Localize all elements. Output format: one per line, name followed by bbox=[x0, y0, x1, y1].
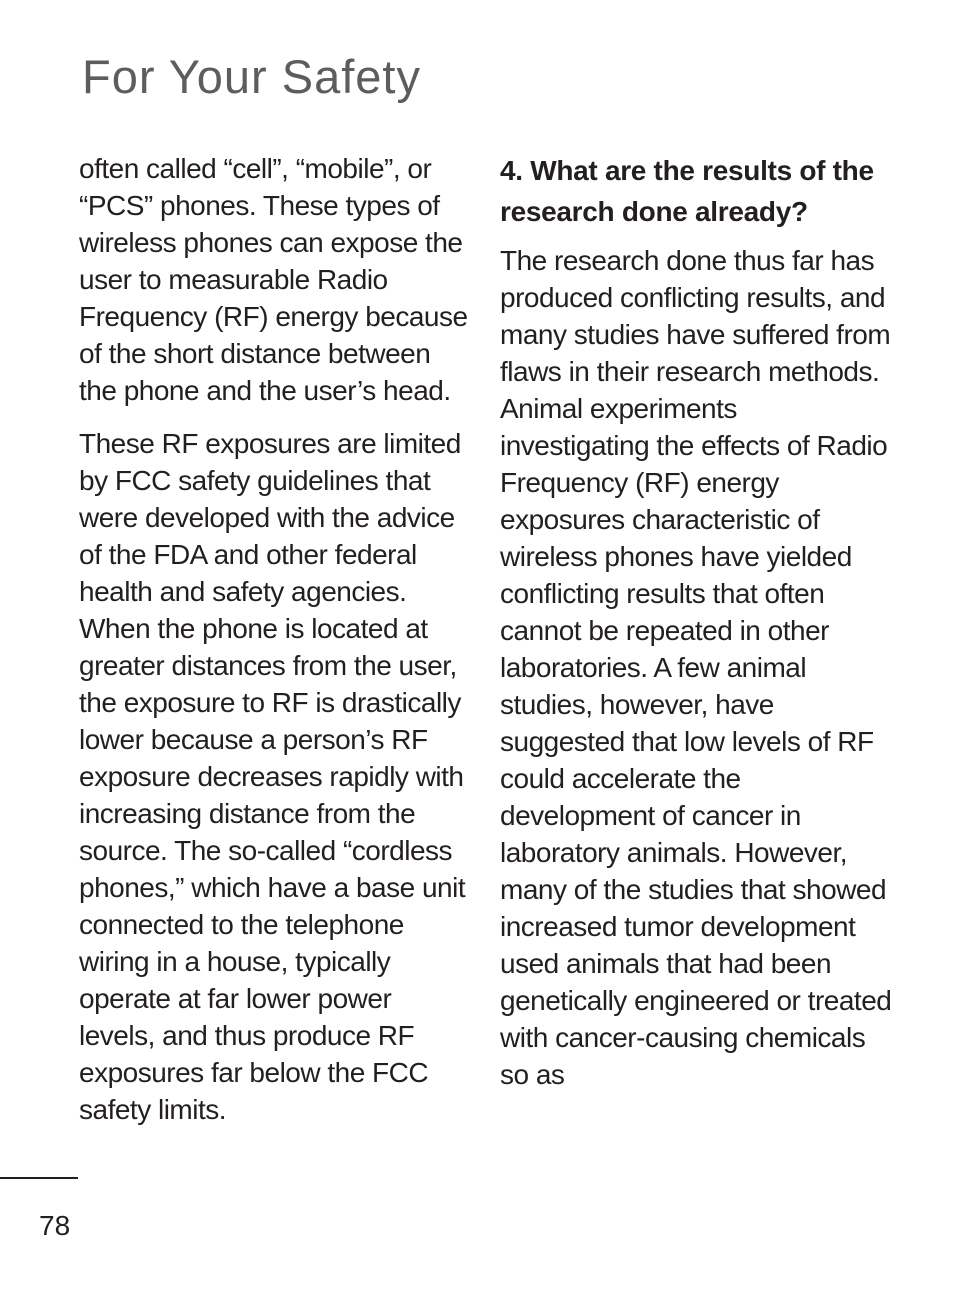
body-paragraph: often called “cell”, “mobile”, or “PCS” phones. These types of wireless phones can expose the user to measurable Radio Frequency (RF) energy because of the short distance between the phone and the user’s head. bbox=[79, 153, 468, 406]
footer-divider bbox=[0, 1177, 78, 1179]
left-column bbox=[79, 150, 471, 1144]
page-number: 78 bbox=[39, 1210, 71, 1241]
body-paragraph: The research done thus far has produced conflicting results, and many studies have suffered from flaws in their research methods. Animal experiments investigating the effects of Radio Frequency (RF) energy exposures characteristic of wireless phones have yielded conflicting results that often cannot be repeated in other laboratories. A few animal studies, however, have suggested that low levels of RF could accelerate the development of cancer in laboratory animals. However, many of the studies that showed increased tumor development used animals that had been genetically engineered or treated with cancer-causing chemicals so as bbox=[500, 245, 892, 1090]
page-title: For Your Safety bbox=[82, 50, 421, 103]
section-heading: 4. What are the results of the research done already? bbox=[500, 155, 874, 227]
right-column bbox=[500, 150, 892, 1109]
body-paragraph: These RF exposures are limited by FCC safety guidelines that were developed with the advice of the FDA and other federal health and safety agencies. When the phone is located at greater distances from the user, the exposure to RF is drastically lower because a person’s RF exposure decreases rapidly with increasing distance from the source. The so-called “cordless phones,” which have a base unit connected to the telephone wiring in a house, typically operate at far lower power levels, and thus produce RF exposures far below the FCC safety limits. bbox=[79, 428, 466, 1125]
